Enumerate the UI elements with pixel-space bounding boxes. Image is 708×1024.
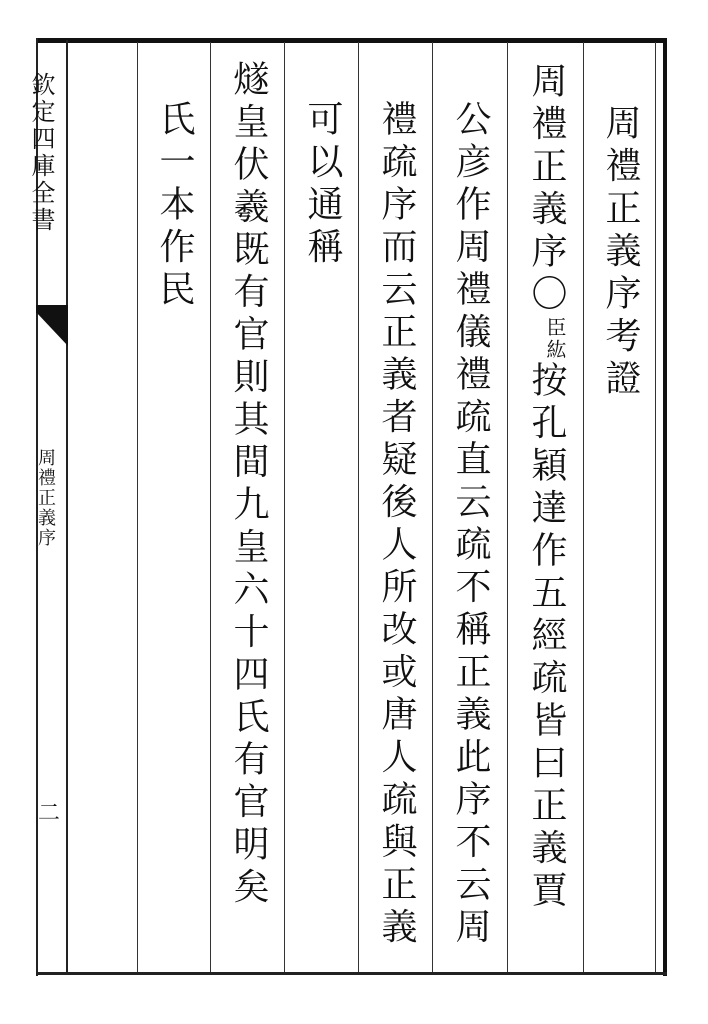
margin-divider (66, 40, 68, 972)
column-rule (432, 42, 433, 972)
frame-bottom-border (36, 972, 667, 975)
column-2-lead: 周禮正義序〇 (526, 62, 567, 317)
text-column-5: 可以通稱 (302, 100, 343, 270)
margin-book-title: 欽定四庫全書 (27, 72, 55, 234)
frame-right-border (663, 38, 667, 976)
fishtail-mark (36, 312, 68, 346)
annotator-note: 臣紘 (543, 317, 567, 361)
text-column-2 (522, 62, 570, 914)
text-column-4: 禮疏序而云正義者疑後人所改或唐人疏與正義 (376, 100, 417, 950)
text-column-6: 燧皇伏羲既有官則其間九皇六十四氏有官明矣 (228, 60, 269, 910)
column-2-body: 按孔穎達作五經疏皆曰正義賈 (526, 361, 567, 914)
column-rule (655, 42, 656, 972)
text-column-7: 氏一本作民 (154, 100, 195, 313)
frame-top-border (36, 38, 666, 43)
column-rule (358, 42, 359, 972)
text-column-3: 公彦作周禮儀禮疏直云疏不稱正義此序不云周 (450, 100, 491, 950)
column-rule (137, 42, 138, 972)
column-rule (583, 42, 584, 972)
column-rule (284, 42, 285, 972)
margin-section-title: 周禮正義序 (35, 448, 56, 548)
text-column-1: 周禮正義序考證 (600, 104, 641, 402)
column-rule (507, 42, 508, 972)
margin-page-number: 二 (37, 801, 60, 826)
column-rule (210, 42, 211, 972)
